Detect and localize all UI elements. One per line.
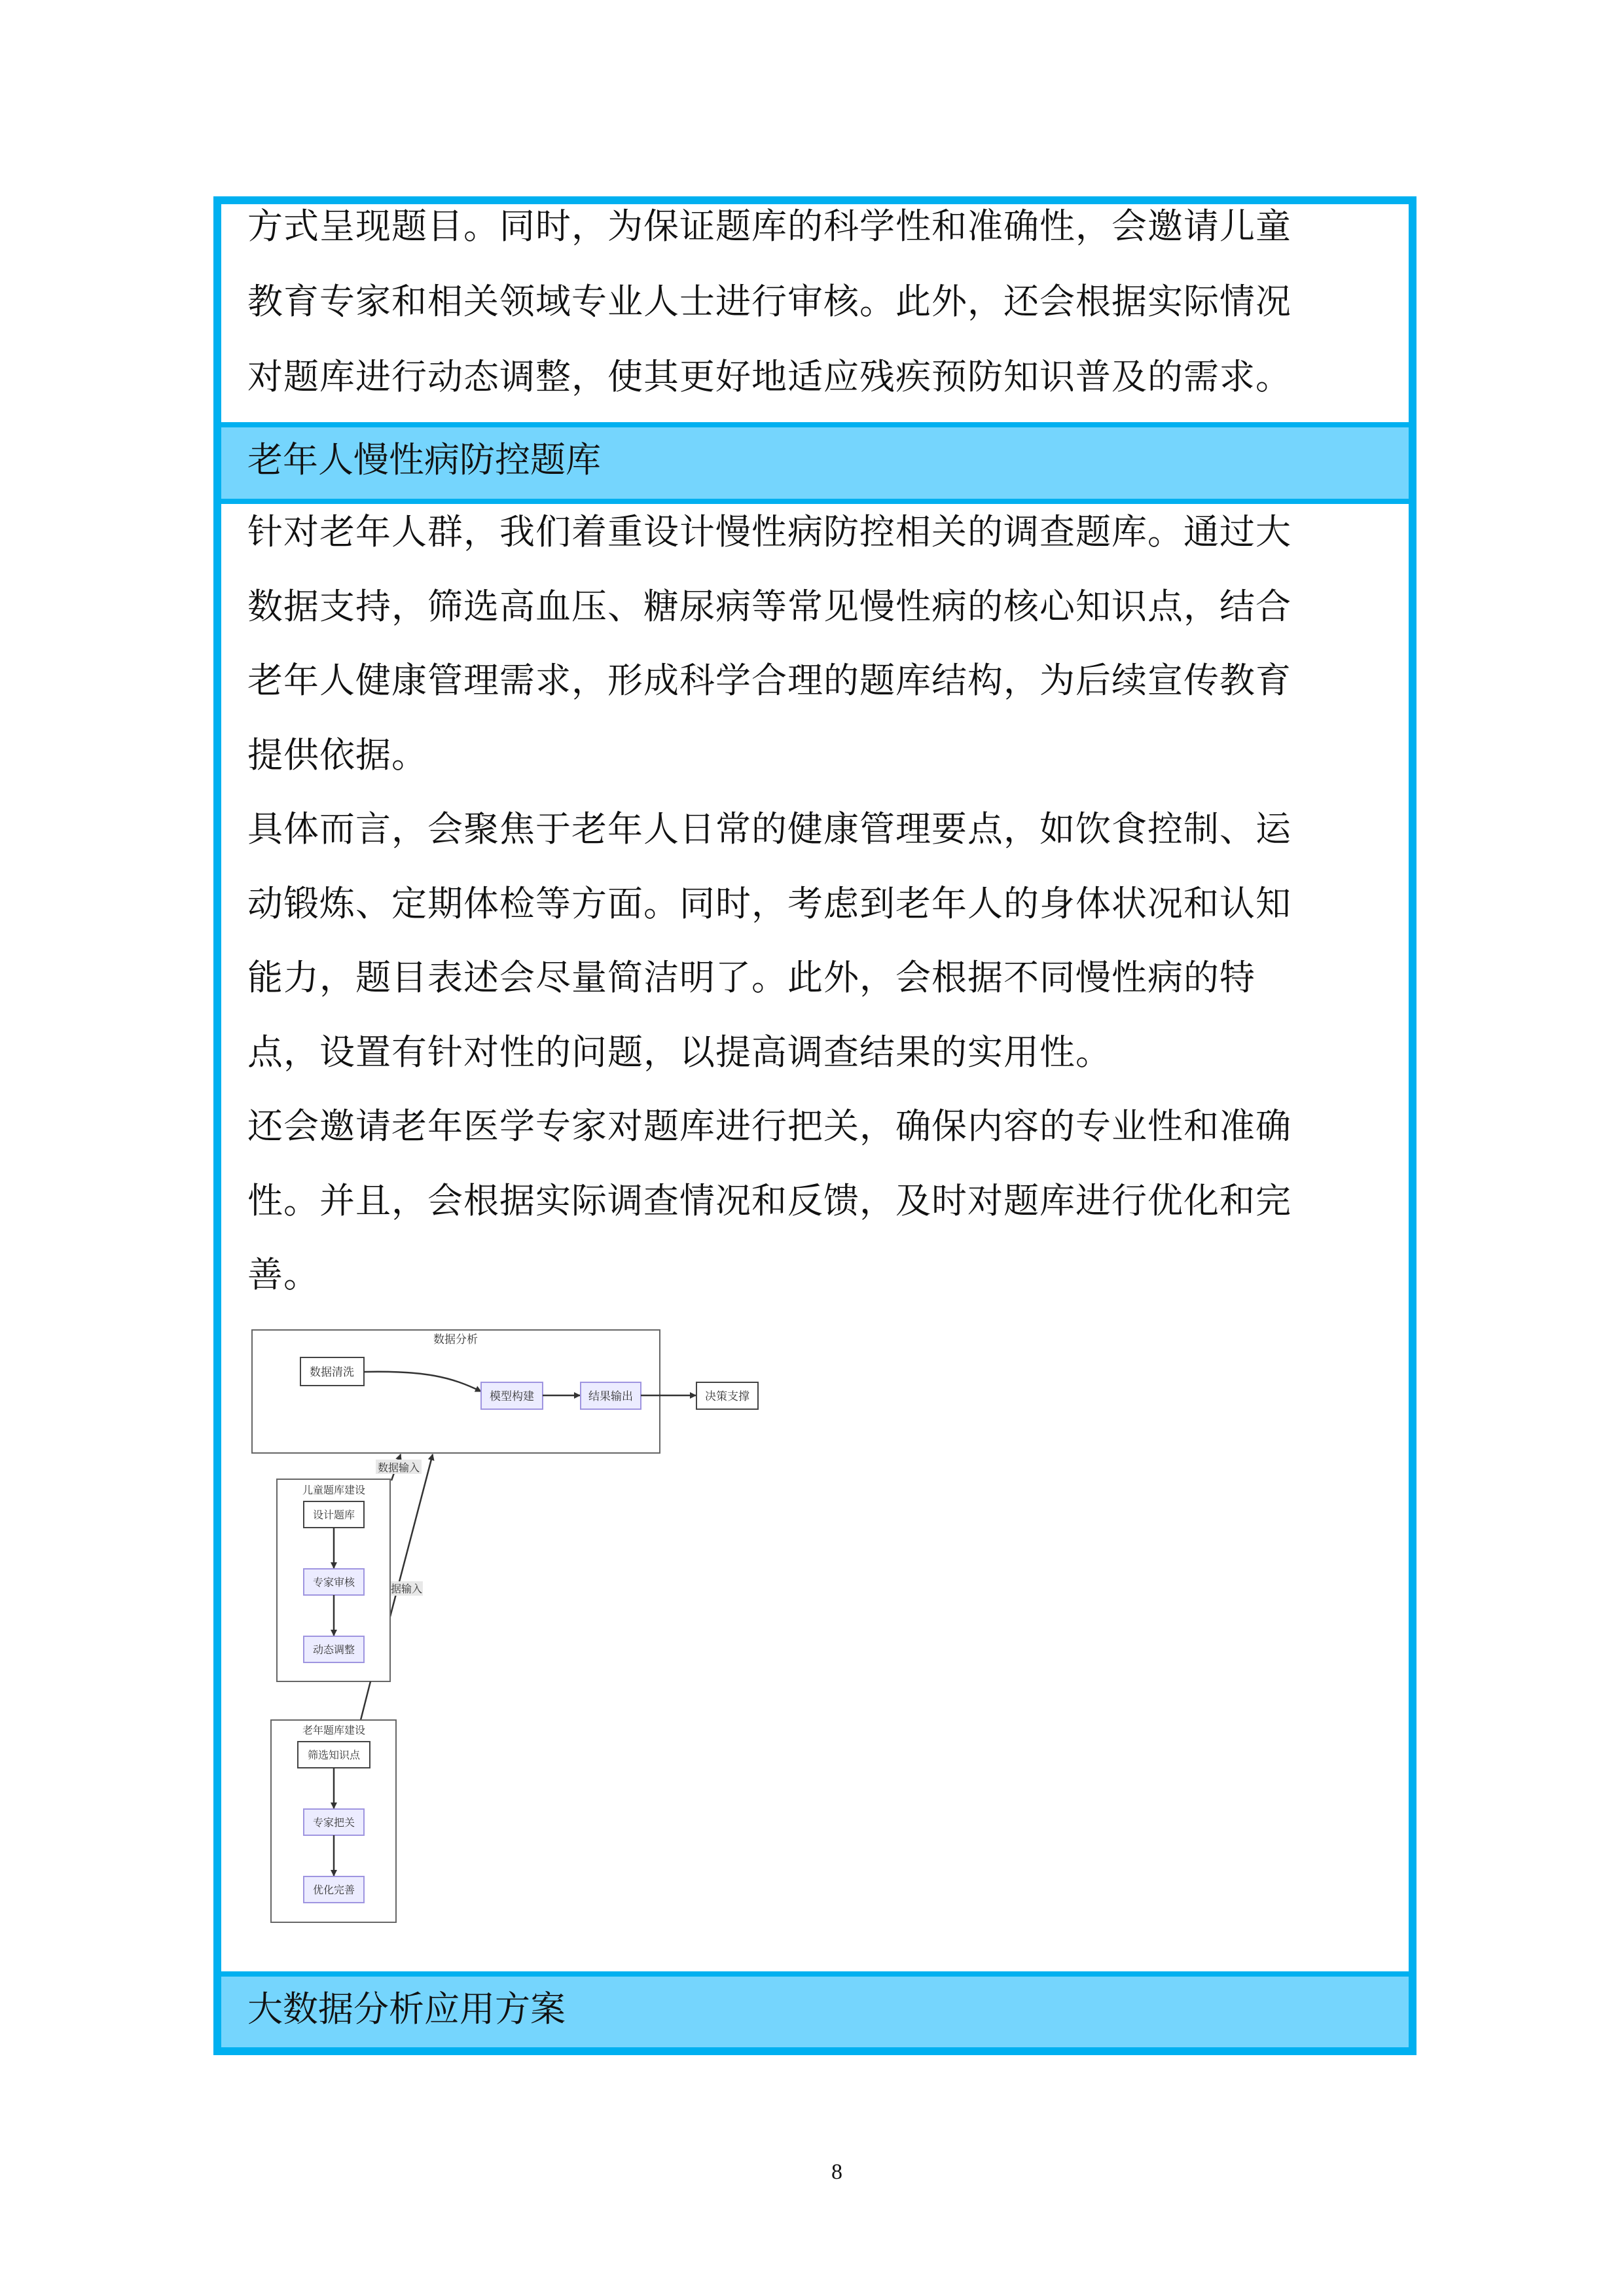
text-line: 动锻炼、定期体检等方面。同时，考虑到老年人的身体状况和认知 xyxy=(247,883,1291,924)
text-line: 数据支持，筛选高血压、糖尿病等常见慢性病的核心知识点，结合 xyxy=(247,586,1291,627)
node-improve-label: 优化完善 xyxy=(312,1884,355,1896)
section-heading: 老年人慢性病防控题库 xyxy=(247,439,601,480)
text-line: 方式呈现题目。同时，为保证题库的科学性和准确性，会邀请儿童 xyxy=(247,206,1291,247)
node-review-label: 专家审核 xyxy=(312,1576,355,1588)
node-output-label: 结果输出 xyxy=(588,1390,633,1403)
text-line: 针对老年人群，我们着重设计慢性病防控相关的调查题库。通过大 xyxy=(247,511,1291,552)
text-line: 老年人健康管理需求，形成科学合理的题库结构，为后续宣传教育 xyxy=(247,660,1291,701)
analysis-group-title: 数据分析 xyxy=(433,1333,478,1346)
elder-group-title: 老年题库建设 xyxy=(302,1724,366,1736)
node-filter-label: 筛选知识点 xyxy=(307,1749,361,1761)
text-line: 还会邀请老年医学专家对题库进行把关，确保内容的专业性和准确 xyxy=(247,1105,1291,1147)
child-group-title: 儿童题库建设 xyxy=(302,1484,366,1496)
node-adjust-label: 动态调整 xyxy=(312,1643,355,1656)
text-line: 性。并且，会根据实际调查情况和反馈，及时对题库进行优化和完 xyxy=(247,1180,1291,1221)
section-heading-band xyxy=(221,1971,1409,2053)
node-decision-label: 决策支撑 xyxy=(705,1390,749,1403)
node-model-label: 模型构建 xyxy=(490,1390,534,1403)
edge-child-elder xyxy=(361,1681,370,1720)
text-line: 教育专家和相关领域专业人士进行审核。此外，还会根据实际情况 xyxy=(247,281,1291,322)
section-heading: 大数据分析应用方案 xyxy=(247,1988,566,2030)
edge-label-data-input-2: 据输入 xyxy=(390,1583,423,1595)
node-clean-label: 数据清洗 xyxy=(310,1366,354,1379)
node-gate-label: 专家把关 xyxy=(312,1816,355,1829)
text-line: 具体而言，会聚焦于老年人日常的健康管理要点，如饮食控制、运 xyxy=(247,808,1291,850)
text-line: 能力，题目表述会尽量简洁明了。此外，会根据不同慢性病的特 xyxy=(247,957,1255,998)
node-design-label: 设计题库 xyxy=(312,1509,355,1521)
text-line: 点，设置有针对性的问题，以提高调查结果的实用性。 xyxy=(247,1031,1111,1073)
text-line: 对题库进行动态调整，使其更好地适应残疾预防知识普及的需求。 xyxy=(247,356,1291,397)
text-line: 提供依据。 xyxy=(247,734,427,776)
page-number: 8 xyxy=(831,2160,842,2184)
edge-label-data-input: 数据输入 xyxy=(377,1462,420,1474)
text-line: 善。 xyxy=(247,1254,319,1295)
